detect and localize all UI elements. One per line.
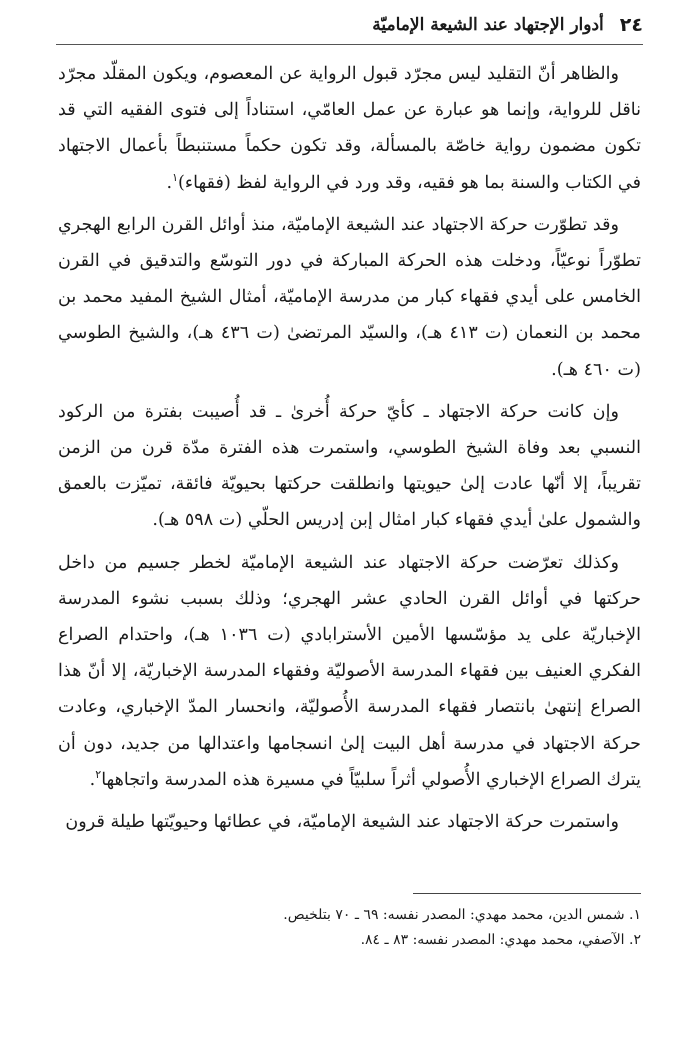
paragraph-text: والظاهر أنّ التقليد ليس مجرّد قبول الرواية عن المعصوم، ويكون المقلّد مجرّد ناقل للرواية، وإنما هو عبارة عن عمل العامّي، استناداً إلى فتوى الفقيه التي قد تكون مضمون رواية خاصّة بالمسألة، وقد تكون حكماً مستنبطاً بأعمال الاجتهاد في الكتاب والسنة بما هو فقيه، وقد ورد في الرواية لفظ (فقهاء): [58, 64, 641, 193]
paragraph-text: وقد تطوّرت حركة الاجتهاد عند الشيعة الإماميّة، منذ أوائل القرن الرابع الهجري تطوّراً نوعيّاً، ودخلت هذه الحركة المباركة في دور التوسّع والتدقيق في القرن الخامس على أيدي فقهاء كبار من مدرسة الإماميّة، أمثال الشيخ المفيد محمد بن محمد بن النعمان (ت ٤١٣ هـ)، والسيّد المرتضىٰ (ت ٤٣٦ هـ)، والشيخ الطوسي (ت ٤٦٠ هـ).: [58, 214, 641, 380]
paragraph: [58, 207, 641, 388]
running-header: [56, 10, 643, 40]
footnote-item: ٢. الآصفي، محمد مهدي: المصدر نفسه: ٨٣ ـ ٨٤.: [360, 932, 641, 948]
main-text: [58, 56, 641, 840]
paragraph-text: وإن كانت حركة الاجتهاد ـ كأيّ حركة أُخرىٰ ـ قد أُصيبت بفترة من الركود النسبي بعد وفاة الشيخ الطوسي، واستمرت هذه الفترة مدّة قرن من الزمن تقريباً، إلا أنّها عادت إلىٰ حيويتها وانطلقت حركتها بحيويّة فائقة، تميّزت بالعمق والشمول علىٰ أيدي فقهاء كبار امثال إبن إدريس الحلّي (ت ٥٩٨ هـ).: [58, 401, 641, 531]
paragraph: [58, 394, 641, 539]
running-title: أدوار الإجتهاد عند الشيعة الإماميّة: [372, 15, 604, 35]
page-number: ٢٤: [619, 14, 643, 36]
footnotes: [58, 903, 641, 953]
paragraph: والظاهر أنّ التقليد ليس مجرّد قبول الرواية عن المعصوم، ويكون المقلّد مجرّد ناقل للرواية، وإنما هو عبارة عن عمل العامّي، استناداً إلى فتوى الفقيه التي قد تكون مضمون رواية خاصّة بالمسألة، وقد تكون حكماً مستنبطاً بأعمال الاجتهاد في الكتاب والسنة بما هو فقيه، وقد ورد في الرواية لفظ (فقهاء)$^١$.: [58, 64, 641, 193]
header-divider: [56, 44, 643, 45]
footnote-marker[interactable]: ١: [172, 170, 179, 184]
paragraph-text: واستمرت حركة الاجتهاد عند الشيعة الإماميّة، في عطائها وحيويّتها طيلة قرون: [65, 812, 619, 833]
paragraph: [58, 804, 641, 840]
footnote-item: ١. شمس الدين، محمد مهدي: المصدر نفسه: ٦٩ ـ ٧٠ بتلخيص.: [283, 907, 641, 923]
paragraph-text: وكذلك تعرّضت حركة الاجتهاد عند الشيعة الإماميّة لخطر جسيم من داخل حركتها في أوائل القرن الحادي عشر الهجري؛ وذلك بسبب نشوء المدرسة الإخباريّة على يد مؤسّسها الأمين الأسترابادي (ت ١٠٣٦ هـ)، واحتدام الصراع الفكري العنيف بين فقهاء المدرسة الأصوليّة وفقهاء المدرسة الإخباريّة، إلا أنّ هذا الصراع إنتهىٰ بانتصار فقهاء المدرسة الأُصوليّة، وانحسار المدّ الإخباري، وعادت حركة الاجتهاد في مدرسة أهل البيت إلىٰ انسجامها واعتدالها من جديد، دون أن يترك الصراع الإخباري الأُصولي أثراً سلبيّاً في مسيرة هذه المدرسة واتجاهها: [58, 552, 642, 790]
paragraph: وكذلك تعرّضت حركة الاجتهاد عند الشيعة الإماميّة لخطر جسيم من داخل حركتها في أوائل القرن الحادي عشر الهجري؛ وذلك بسبب نشوء المدرسة الإخباريّة على يد مؤسّسها الأمين الأسترابادي (ت ١٠٣٦ هـ)، واحتدام الصراع الفكري العنيف بين فقهاء المدرسة الأصوليّة وفقهاء المدرسة الإخباريّة، إلا أنّ هذا الصراع إنتهىٰ بانتصار فقهاء المدرسة الأُصوليّة، وانحسار المدّ الإخباري، وعادت حركة الاجتهاد في مدرسة أهل البيت إلىٰ انسجامها واعتدالها من جديد، دون أن يترك الصراع الإخباري الأُصولي أثراً سلبيّاً في مسيرة هذه المدرسة واتجاهها$^٢$.: [58, 552, 642, 790]
footnote-divider: [413, 893, 641, 894]
footnote-marker[interactable]: ٢: [95, 768, 102, 781]
